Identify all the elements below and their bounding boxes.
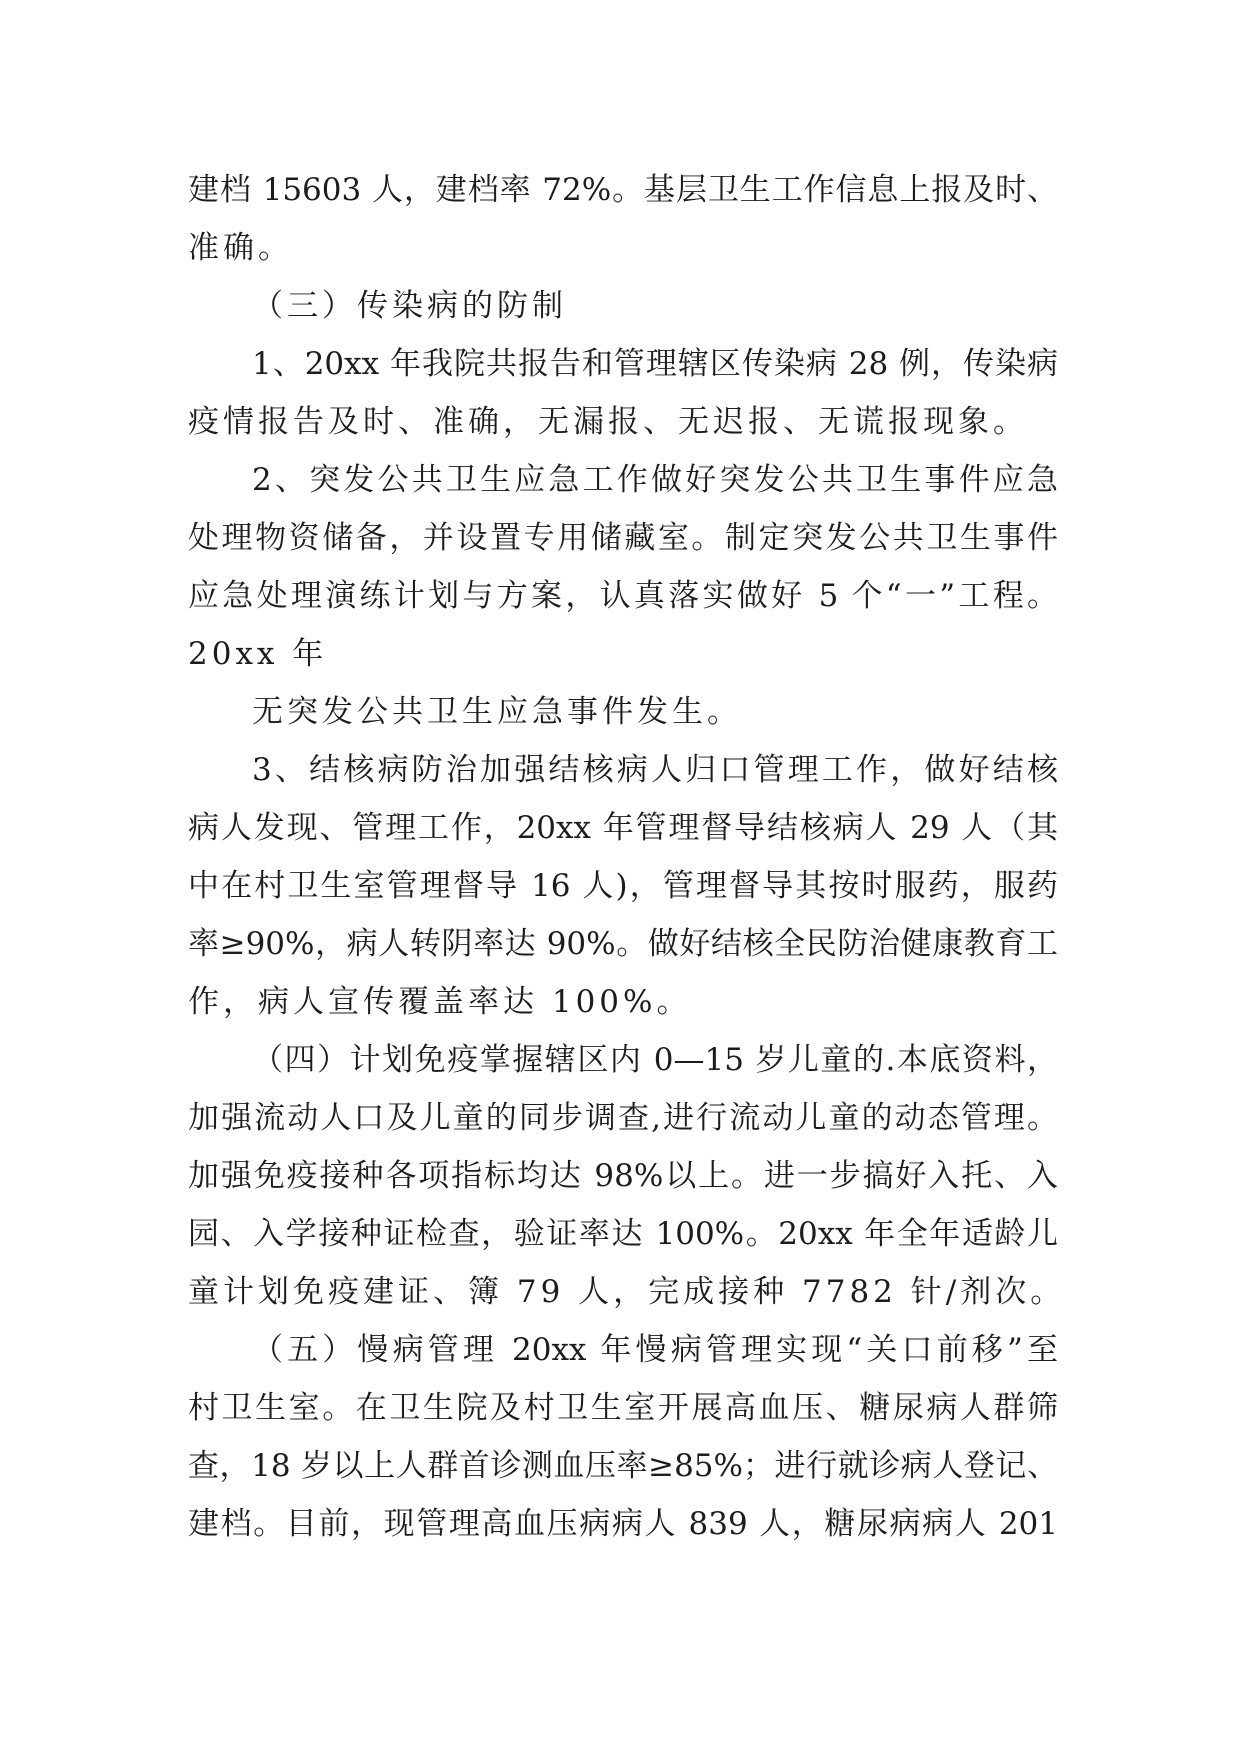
text-line: 村卫生室。在卫生院及村卫生室开展高血压、糖尿病人群筛 [188,1390,1058,1426]
text-line: 2、突发公共卫生应急工作做好突发公共卫生事件应急 [252,462,1058,498]
document-body [188,161,1066,1553]
text-line: 20xx 年 [188,636,328,672]
text-line: 应急处理演练计划与方案，认真落实做好 5 个“一”工程。 [188,578,1058,614]
text-line: 中在村卫生室管理督导 16 人)，管理督导其按时服药，服药 [188,868,1058,904]
text-line: 率≥90%，病人转阴率达 90%。做好结核全民防治健康教育工 [188,926,1058,962]
text-line: 建档 15603 人，建档率 72%。基层卫生工作信息上报及时、 [188,172,1058,208]
text-line: 童计划免疫建证、簿 79 人，完成接种 7782 针/剂次。 [188,1274,1066,1310]
text-line: 1、20xx 年我院共报告和管理辖区传染病 28 例，传染病 [252,346,1058,382]
text-line: （五）慢病管理 20xx 年慢病管理实现“关口前移”至 [252,1332,1058,1368]
text-line: 准确。 [188,230,293,266]
text-line: （四）计划免疫掌握辖区内 0—15 岁儿童的.本底资料， [252,1042,1058,1078]
text-line: 处理物资储备，并设置专用储藏室。制定突发公共卫生事件 [188,520,1058,556]
text-line: 病人发现、管理工作，20xx 年管理督导结核病人 29 人（其 [188,810,1058,846]
text-line: 无突发公共卫生应急事件发生。 [252,694,742,730]
text-line: 疫情报告及时、准确，无漏报、无迟报、无谎报现象。 [188,404,1028,440]
text-line: 加强免疫接种各项指标均达 98%以上。进一步搞好入托、入 [188,1158,1058,1194]
text-line: 查，18 岁以上人群首诊测血压率≥85%；进行就诊病人登记、 [188,1448,1058,1484]
text-line: 作，病人宣传覆盖率达 100%。 [188,984,692,1020]
text-line: 加强流动人口及儿童的同步调查,进行流动儿童的动态管理。 [188,1100,1058,1136]
section-heading: （三）传染病的防制 [252,288,567,324]
text-line: 3、结核病防治加强结核病人归口管理工作，做好结核 [252,752,1058,788]
text-line: 建档。目前，现管理高血压病病人 839 人，糖尿病病人 201 [188,1506,1058,1542]
text-line: 园、入学接种证检查，验证率达 100%。20xx 年全年适龄儿 [188,1216,1058,1252]
